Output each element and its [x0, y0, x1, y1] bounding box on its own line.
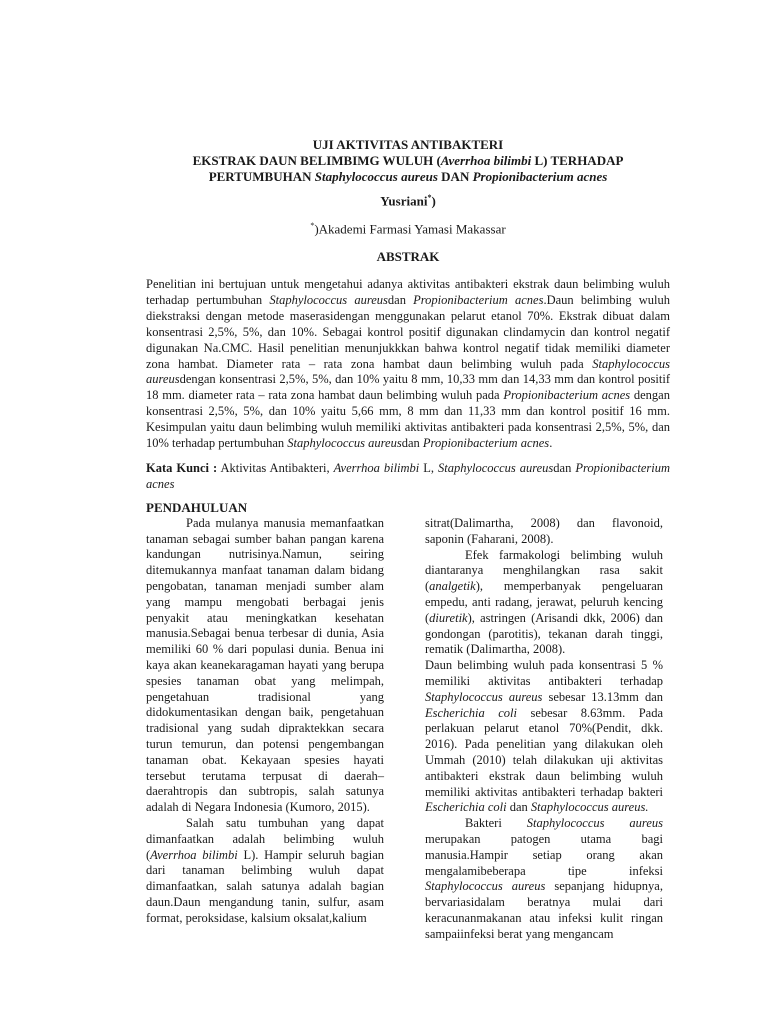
paragraph: Salah satu tumbuhan yang dapat dimanfaatkan adalah belimbing wuluh (Averrhoa bilimbi L). Hampir seluruh bagian dari tanaman belimbing wuluh dapat dimanfaatkan, salah satunya adalah bagian daun.Daun mengandung tanin, sulfur, asam format, peroksidase, kalsium oksalat,kalium	[146, 815, 384, 925]
paragraph: Pada mulanya manusia memanfaatkan tanaman sebagai sumber bahan pangan karena kandungan nutrisinya.Namun, seiring ditemukannya manfaat tanaman dalam bidang pengobatan, tanaman menjadi sumber alam yang mampu mengobati berbagai jenis penyakit atau meningkatkan kesehatan manusia.Sebagai benua terbesar di dunia, Asia memiliki 60 % dari populasi dunia. Benua ini kaya akan keanekaragaman hayati yang berupa spesies tanaman obat yang melimpah, pengetahuan tradisional yang didokumentasikan dengan baik, pengetahuan tradisional yang sudah dipraktekkan secara turun temurun, dan potensi pengembangan tanaman obat. Kekayaan spesies hayati tersebut terutama terpusat di daerah–daerahtropis dan subtropis, salah satunya adalah di Negara Indonesia (Kumoro, 2015).	[146, 515, 384, 815]
title-line-3: PERTUMBUHAN Staphylococcus aureus DAN Propionibacterium acnes	[208, 169, 608, 184]
author-name: Yusriani*)	[380, 193, 436, 209]
paragraph: Bakteri Staphylococcus aureus merupakan patogen utama bagi manusia.Hampir setiap orang akan mengalamibeberapa tipe infeksi Staphylococcus aureus sepanjang hidupnya, bervariasidalam beratnya mulai dari keracunanmakanan atau infeksi kulit ringan sampaiinfeksi berat yang mengancam	[425, 816, 663, 941]
abstract-text: Penelitian ini bertujuan untuk mengetahui adanya aktivitas antibakteri ekstrak daun belimbing wuluh terhadap pertumbuhan Staphylococcus aureusdan Propionibacterium acnes.Daun belimbing wuluh diekstraksi dengan metode maserasidengan menggunakan pelarut etanol 70%. Ekstrak dibuat dalam konsentrasi 2,5%, 5%, dan 10%. Sebagai kontrol positif digunakan clindamycin dan kontrol negatif digunakan Na.CMC. Hasil penelitian menunjukkkan bahwa kontrol negatif tidak memiliki diameter zona hambat. Diameter rata – rata zona hambat daun belimbing wuluh pada Staphylococcus aureusdengan konsentrasi 2,5%, 5%, dan 10% yaitu 8 mm, 10,33 mm dan 14,33 mm dan kontrol positif 18 mm. diameter rata – rata zona hambat daun belimbing wuluh pada Propionibacterium acnes dengan konsentrasi 2,5%, 5%, dan 10% yaitu 5,66 mm, 8 mm dan 11,33 mm dan kontrol positif 16 mm. Kesimpulan yaitu daun belimbing wuluh memiliki aktivitas antibakteri pada konsentrasi 2,5%, 5%, dan 10% terhadap pertumbuhan Staphylococcus aureusdan Propionibacterium acnes.	[146, 277, 670, 451]
section-heading: PENDAHULUAN	[146, 500, 248, 515]
paragraph: Efek farmakologi belimbing wuluh diantaranya menghilangkan rasa sakit (analgetik), memperbanyak pengeluaran empedu, anti radang, jerawat, peluruh kencing (diuretik), astringen (Arisandi dkk, 2006) dan gondongan (parotitis), tekanan darah tinggi, rematik (Dalimartha, 2008).	[425, 547, 663, 657]
right-column	[425, 516, 663, 943]
left-column	[146, 500, 384, 927]
affiliation: *)Akademi Farmasi Yamasi Makassar	[310, 221, 506, 237]
paper-title	[146, 137, 670, 185]
title-line-2: EKSTRAK DAUN BELIMBIMG WULUH (Averrhoa bilimbi L) TERHADAP	[192, 153, 624, 168]
paragraph: Daun belimbing wuluh pada konsentrasi 5 % memiliki aktivitas antibakteri terhadap Staphylococcus aureus sebesar 13.13mm dan Escherichia coli sebesar 8.63mm. Pada perlakuan pelarut etanol 70%(Pendit, dkk. 2016). Pada penelitian yang dilakukan oleh Ummah (2010) telah dilakukan uji aktivitas antibakteri ekstrak daun belimbing wuluh memiliki aktivitas antibakteri terhadap bakteri Escherichia coli dan Staphylococcus aureus.	[425, 658, 663, 815]
abstract-heading: ABSTRAK	[376, 249, 440, 264]
paragraph: sitrat(Dalimartha, 2008) dan flavonoid, saponin (Faharani, 2008).	[425, 516, 663, 546]
keywords-label: Kata Kunci :	[146, 461, 218, 475]
keywords: Kata Kunci : Aktivitas Antibakteri, Averrhoa bilimbi L, Staphylococcus aureusdan Propionibacterium acnes	[146, 461, 670, 491]
title-line-1: UJI AKTIVITAS ANTIBAKTERI	[312, 137, 504, 152]
